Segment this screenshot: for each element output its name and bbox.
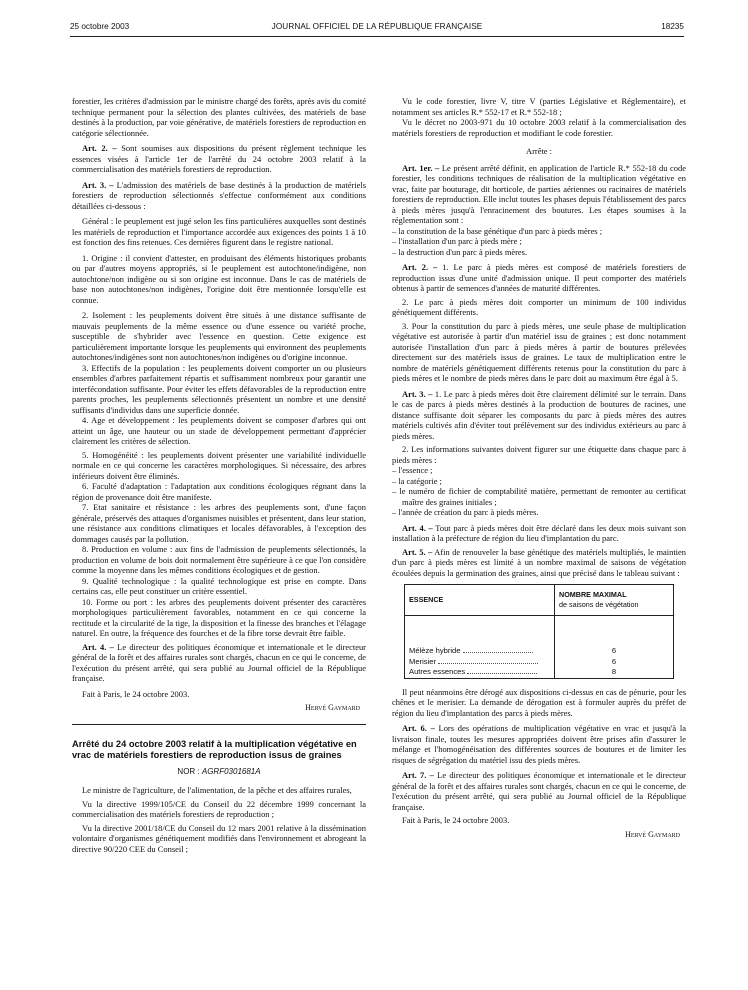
article-label: Art. 4. – (82, 641, 114, 652)
article-3: Art. 3. – L'admission des matériels de base destinés à la production de matériels forestiers de reproduction sélectionnés s'effectue conformément aux conditions détaillées ci-dessous : (72, 179, 366, 211)
article-label: Art. 2. – (402, 262, 438, 272)
criterion-10: 10. Forme ou port : les arbres des peuplements doivent présenter des caractères morphologiques particulièrement favorables, notamment en ce qui concerne la rectitude et la circularité de la tige, la disposition et la finesse des branches et l'élagage naturel. En outre, la fréquence des fourches et de la fibre torse devrait être faible. (72, 596, 366, 638)
paragraph: 2. Le parc à pieds mères doit comporter un minimum de 100 individus génétiquement différents. (392, 296, 686, 317)
paragraph: 2. Les informations suivantes doivent figurer sur une étiquette dans chaque parc à pieds mères : (392, 444, 686, 465)
article-4: Art. 4. – Tout parc à pieds mères doit être déclaré dans les deux mois suivant son installation à la préfecture de région du lieu d'implantation du parc. (392, 522, 686, 543)
list-item: – la catégorie ; (392, 475, 442, 486)
criterion-5: 5. Homogénéité : les peuplements doivent présenter une variabilité individuelle normale en ce qui concerne les caractères morphologiques. Si nécessaire, des arbres inférieurs doivent être éliminés. (72, 449, 366, 481)
paragraph: Vu la directive 1999/105/CE du Conseil du 22 décembre 1999 concernant la commercialisation des matériels forestiers de reproduction ; (72, 798, 366, 819)
list-item: – l'installation d'un parc à pieds mère ; (392, 236, 522, 246)
list-item: – la constitution de la base génétique d'un parc à pieds mères ; (392, 225, 603, 236)
article-label: Art. 3. – (82, 179, 114, 190)
paragraph: 3. Pour la constitution du parc à pieds mères, une seule phase de multiplication végétative est autorisée à partir d'un matériel issu de graines ; est donc notamment autorisée l'installation d'un parc à pieds mères à partir de boutures prélevées directement sur des matériels issus de graines. Le taux de multiplication entre le nombre de matériels génétiquement différents retenus pour la constitution du parc à pieds mères et le nombre de pieds mères dans le parc doit au maximum être égal à 5. (392, 320, 686, 383)
dash-list (392, 226, 686, 258)
table-row (405, 667, 674, 678)
article-label: Art. 5. – (402, 546, 433, 557)
criterion-3: 3. Effectifs de la population : les peuplements doivent comporter un ou plusieurs ensembles d'arbres parfaitement répartis et suffisamment nombreux pour garantir une interfécondation suffisante. Pour éviter les effets défavorables de la reproduction entre parents proches, les peuplements sélectionnés présentent un nombre et une densité suffisants d'individus dans une superficie donnée. (72, 362, 366, 415)
list-item: – le numéro de fichier de comptabilité matière, permettant de remonter au certificat maître des graines initiales ; (392, 486, 686, 507)
paragraph: Le ministre de l'agriculture, de l'alimentation, de la pêche et des affaires rurales, (82, 785, 352, 795)
max-seasons: 6 (555, 646, 674, 657)
page-header (70, 22, 684, 36)
dash-list (392, 465, 686, 518)
decree-title: Arrêté du 24 octobre 2003 relatif à la multiplication végétative en vrac de matériels forestiers de reproduction issus de graines (72, 738, 357, 760)
article-4: Art. 4. – Le directeur des politiques économique et internationale et le directeur général de la forêt et des affaires rurales sont chargés, chacun en ce qui le concerne, de l'exécution du présent arrêté, qui sera publié au Journal officiel de la République française. (72, 641, 366, 683)
list-item: – l'année de création du parc à pieds mères. (392, 507, 539, 517)
article-label: Art. 7. – (402, 770, 434, 780)
nor-reference: NOR : AGRF0301681A (177, 766, 261, 776)
criterion-1: 1. Origine : il convient d'attester, en produisant des éléments historiques probants ou par d'autres moyens appropriés, si le peuplement est autochtone/indigène, non autochtone/non indigène ou si son origine est inconnue. Dans le cas de matériels de base non autochtones/non indigènes, l'origine doit être mentionnée lorsqu'elle est connue. (72, 252, 366, 305)
max-seasons: 6 (555, 657, 674, 668)
table-row (405, 646, 674, 657)
right-column (392, 96, 686, 840)
article-label: Art. 3. – (402, 388, 433, 399)
header-date: 25 octobre 2003 (70, 22, 130, 31)
paragraph: Vu le code forestier, livre V, titre V (parties Législative et Réglementaire), et notamment ses articles R.* 552-17 et R.* 552-18 ; (392, 96, 686, 117)
paragraph: Vu le décret no 2003-971 du 10 octobre 2003 relatif à la commercialisation des matériels forestiers de reproduction et modifiant le code forestier. (392, 117, 686, 138)
article-2: Art. 2. – Sont soumises aux dispositions du présent règlement technique les essences visées à l'article 1er de l'arrêté du 24 octobre 2003 relatif à la commercialisation des matériels forestiers de reproduction. (72, 143, 366, 174)
section-rule (72, 724, 366, 725)
arrete-heading: Arrête : (525, 146, 552, 156)
header-page-number: 18235 (661, 22, 684, 31)
table-header-essence: ESSENCE (405, 585, 555, 616)
left-column (72, 96, 366, 854)
criterion-8: 8. Production en volume : aux fins de l'admission de peuplements sélectionnés, la production en volume de bois doit normalement être supérieure à ce que l'on considère comme la moyenne dans les mêmes conditions écologiques et de gestion. (72, 544, 366, 575)
article-label: Art. 6. – (402, 723, 435, 733)
article-3: Art. 3. – 1. Le parc à pieds mères doit être clairement délimité sur le terrain. Dans le cas de parcs à pieds mères destinés à la production de boutures de racines, une distance suffisante doit séparer les composants du parc à pieds mères des autres matériels cultivés afin d'éviter tout prélèvement sur des individus extérieurs au parc à pieds mères. (392, 388, 686, 441)
signature: Hervé Gaymard (305, 703, 360, 712)
article-2: Art. 2. – 1. Le parc à pieds mères est composé de matériels forestiers de reproduction issus d'une unité d'admission unique. Il peut comporter des matériels obtenus à partir de semences d'années de maturité différentes. (392, 262, 687, 293)
header-journal-title: JOURNAL OFFICIEL DE LA RÉPUBLIQUE FRANÇAISE (271, 22, 483, 31)
criterion-4: 4. Age et développement : les peuplements doivent se composer d'arbres qui ont atteint un âge, une hauteur ou un stade de développement permettant d'apprécier clairement les critères de sélection. (72, 415, 366, 446)
nor-code: AGRF0301681A (201, 766, 261, 776)
article-label: Art. 2. – (82, 143, 117, 153)
species-name: Mélèze hybride (409, 646, 461, 655)
max-seasons: 8 (555, 667, 674, 678)
table-header-max: NOMBRE MAXIMAL de saisons de végétation (555, 585, 674, 616)
article-1: Art. 1er. – Le présent arrêté définit, en application de l'article R.* 552-18 du code forestier, les conditions techniques de réalisation de la multiplication végétative en vrac, faite par bouturage, dit horticole, de parties aériennes ou racinaires de matériels forestiers de reproduction. Elle inclut toutes les phases depuis l'établissement des parcs à pieds mères jusqu'à l'enracinement des boutures. Les étapes soumises à la réglementation sont : (392, 162, 686, 225)
criterion-7: 7. Etat sanitaire et résistance : les arbres des peuplements sont, d'une façon générale, préservés des attaques d'organismes nuisibles et présentent, dans leur station, une résistance aux conditions climatiques et locales défavorables, à l'exception des dommages causés par la pollution. (72, 502, 366, 544)
signature-date: Fait à Paris, le 24 octobre 2003. (402, 815, 510, 825)
table-row (405, 657, 674, 668)
criterion-6: 6. Faculté d'adaptation : l'adaptation aux conditions écologiques régnant dans la région de provenance doit être manifeste. (72, 481, 366, 502)
paragraph: forestier, les critères d'admission par le ministre chargé des forêts, après avis du comité technique permanent pour la sélection des plantes cultivées, des matériels de base destinés à la production, par voie générative, de matériels forestiers de reproduction en catégorie sélectionnée. (72, 96, 366, 138)
header-rule (70, 36, 684, 37)
signature-date: Fait à Paris, le 24 octobre 2003. (82, 688, 190, 699)
list-item: – la destruction d'un parc à pieds mères. (392, 246, 528, 257)
paragraph: Général : le peuplement est jugé selon les fins particulières auxquelles sont destinés les matériels de reproduction et l'importance accordée aux exigences des points 1 à 10 est fonction des fins retenues. Ces dernières figurent dans le registre national. (72, 216, 366, 247)
paragraph: Vu la directive 2001/18/CE du Conseil du 12 mars 2001 relative à la dissémination volontaire d'organismes génétiquement modifiés dans l'environnement et abrogeant la directive 90/220 CEE du Conseil ; (72, 822, 366, 854)
signature: Hervé Gaymard (625, 829, 680, 839)
article-6: Art. 6. – Lors des opérations de multiplication végétative en vrac et jusqu'à la livraison finale, toutes les mesures appropriées doivent être prises afin d'assurer le mélange et l'homogénéisation des différentes sources de boutures et de limiter les risques de ségrégation du matériel issu des pieds mères. (392, 723, 686, 765)
article-5: Art. 5. – Afin de renouveler la base génétique des matériels multipliés, le maintien d'un parc à pieds mères est limité à un nombre maximal de saisons de végétation écoulées depuis la germination des graines, ainsi que précisé dans le tableau suivant : (392, 546, 686, 578)
article-label: Art. 1er. – (402, 162, 440, 173)
criterion-2: 2. Isolement : les peuplements doivent être situés à une distance suffisante de mauvais peuplements de la même essence ou d'une essence ou variété proche, susceptible de s'hybrider avec l'essence en question. Cette exigence est particulièrement importante lorsque les peuplements qui environnent des peuplements autochtones/indigènes sont non autochtones/non indigènes ou d'origine inconnue. (72, 310, 366, 362)
paragraph: Il peut néanmoins être dérogé aux dispositions ci-dessus en cas de pénurie, pour les chênes et le merisier. La demande de dérogation est à formuler auprès du préfet de région du lieu d'implantation des parcs à pieds mères. (392, 686, 686, 718)
species-name: Autres essences (409, 667, 466, 676)
article-7: Art. 7. – Le directeur des politiques économique et internationale et le directeur général de la forêt et des affaires rurales sont chargés, chacun en ce qui le concerne, de l'exécution du présent arrêté, qui sera publié au Journal officiel de la République française. (392, 770, 686, 812)
article-label: Art. 4. – (402, 522, 433, 533)
criterion-9: 9. Qualité technologique : la qualité technologique est prise en compte. Dans certains cas, elle peut constituer un critère essentiel. (72, 575, 366, 596)
list-item: – l'essence ; (392, 465, 433, 475)
species-name: Merisier (409, 656, 437, 666)
species-table (404, 584, 674, 679)
